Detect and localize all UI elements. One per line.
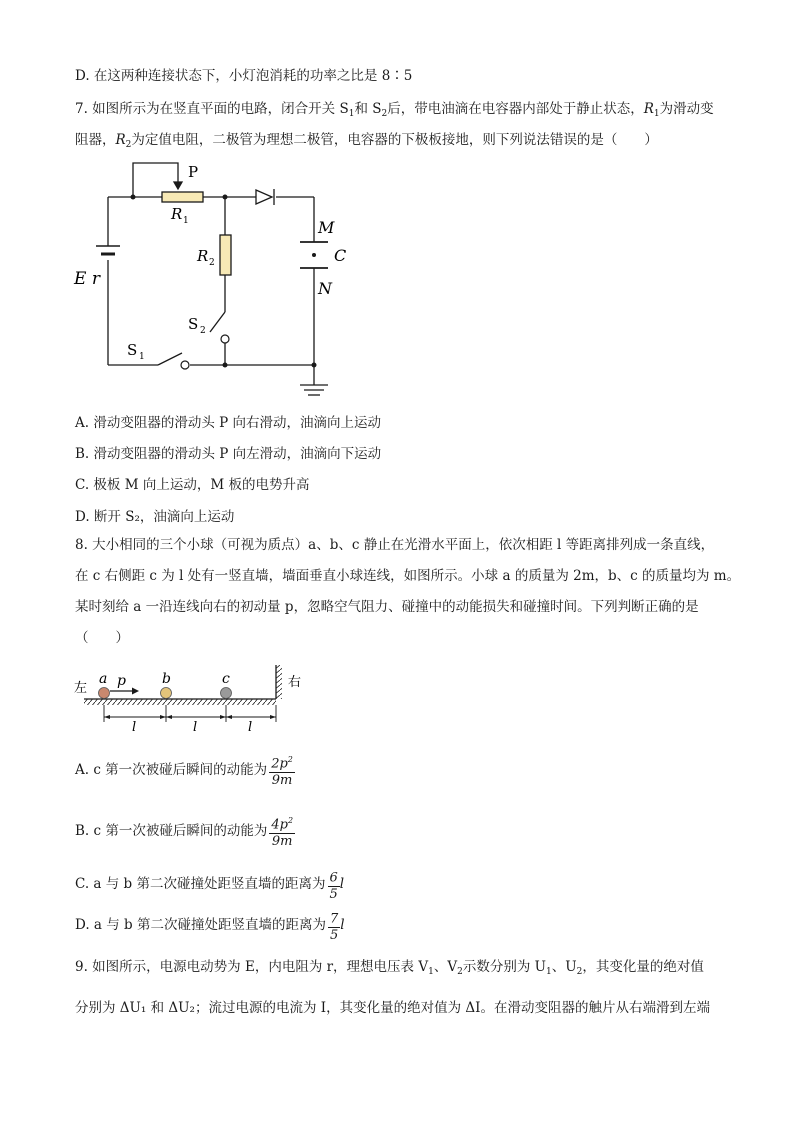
label-R1: R bbox=[171, 205, 183, 223]
label-P: P bbox=[188, 163, 199, 181]
q8-stem-line1: 8. 大小相同的三个小球（可视为质点）a、b、c 静止在光滑水平面上，依次相距 l 等距离排列成一条直线， bbox=[75, 537, 715, 553]
q8-stem-line2: 在 c 右侧距 c 为 l 处有一竖直墙，墙面垂直小球连线，如图所示。小球 a 的质量为 2m，b、c 的质量均为 m。 bbox=[75, 568, 741, 584]
q9-stem-line1: 9. 如图所示，电源电动势为 E，内电阻为 r，理想电压表 $V_1$、$V_2$示数分别为 $U_1$、$U_2$，其变化量的绝对值 bbox=[75, 959, 704, 977]
q8-stem-line4: （ ） bbox=[75, 630, 129, 646]
q8-option-b: B. c 第一次被碰后瞬间的动能为 $\frac{4p^2}{9m}$ bbox=[75, 813, 295, 850]
label-p: p bbox=[117, 673, 126, 689]
label-l-3: l bbox=[248, 720, 253, 735]
label-S2-sub: 2 bbox=[200, 326, 206, 336]
label-S2: S bbox=[188, 315, 199, 333]
q7-option-c: C. 极板 M 向上运动，M 板的电势升高 bbox=[75, 477, 310, 493]
label-C: C bbox=[334, 246, 347, 265]
q8-stem-line3: 某时刻给 a 一沿连线向右的初动量 p，忽略空气阻力、碰撞中的动能损失和碰撞时间。下列判断正确的是 bbox=[75, 599, 699, 615]
label-right: 右 bbox=[288, 675, 302, 690]
label-S1: S bbox=[127, 341, 138, 359]
q7-option-d: D. 断开 S₂，油滴向上运动 bbox=[75, 509, 235, 525]
label-R2: R bbox=[197, 247, 209, 265]
label-N: N bbox=[318, 279, 332, 298]
q8-option-d: D. a 与 b 第二次碰撞处距竖直墙的距离为 $\frac{7}{5}$ l bbox=[75, 907, 345, 944]
q9-stem-line2: 分别为 ΔU₁ 和 ΔU₂；流过电源的电流为 I，其变化量的绝对值为 ΔI。在滑动变阻器的触片从右端滑到左端 bbox=[75, 1000, 710, 1016]
prev-option-d: D. 在这两种连接状态下，小灯泡消耗的功率之比是 8∶5 bbox=[75, 68, 413, 84]
label-M: M bbox=[318, 218, 335, 237]
q7-stem-line2: 阻器，$R_2$为定值电阻，二极管为理想二极管，电容器的下极板接地，则下列说法错误的是（ ） bbox=[75, 132, 658, 150]
label-Er: E r bbox=[74, 269, 100, 289]
q8-balls-figure bbox=[70, 660, 310, 735]
q7-circuit-figure bbox=[70, 160, 350, 400]
label-S1-sub: 1 bbox=[139, 352, 145, 362]
label-l-1: l bbox=[132, 720, 137, 735]
label-c: c bbox=[222, 671, 230, 687]
label-R1-sub: 1 bbox=[183, 216, 189, 226]
label-l-2: l bbox=[193, 720, 198, 735]
q8-option-a: A. c 第一次被碰后瞬间的动能为 $\frac{2p^2}{9m}$ bbox=[75, 752, 295, 789]
q8-option-c: C. a 与 b 第二次碰撞处距竖直墙的距离为 $\frac{6}{5}$ l bbox=[75, 866, 344, 903]
label-b: b bbox=[162, 671, 171, 687]
q7-option-a: A. 滑动变阻器的滑动头 P 向右滑动，油滴向上运动 bbox=[75, 415, 381, 431]
label-left: 左 bbox=[74, 681, 88, 696]
q7-option-b: B. 滑动变阻器的滑动头 P 向左滑动，油滴向下运动 bbox=[75, 446, 382, 462]
label-R2-sub: 2 bbox=[209, 258, 215, 268]
q7-stem-line1: 7. 如图所示为在竖直平面的电路，闭合开关 $S_1$和 $S_2$后，带电油滴在电容器内部处于静止状态，$R_1$为滑动变 bbox=[75, 101, 714, 119]
label-a: a bbox=[99, 671, 108, 687]
